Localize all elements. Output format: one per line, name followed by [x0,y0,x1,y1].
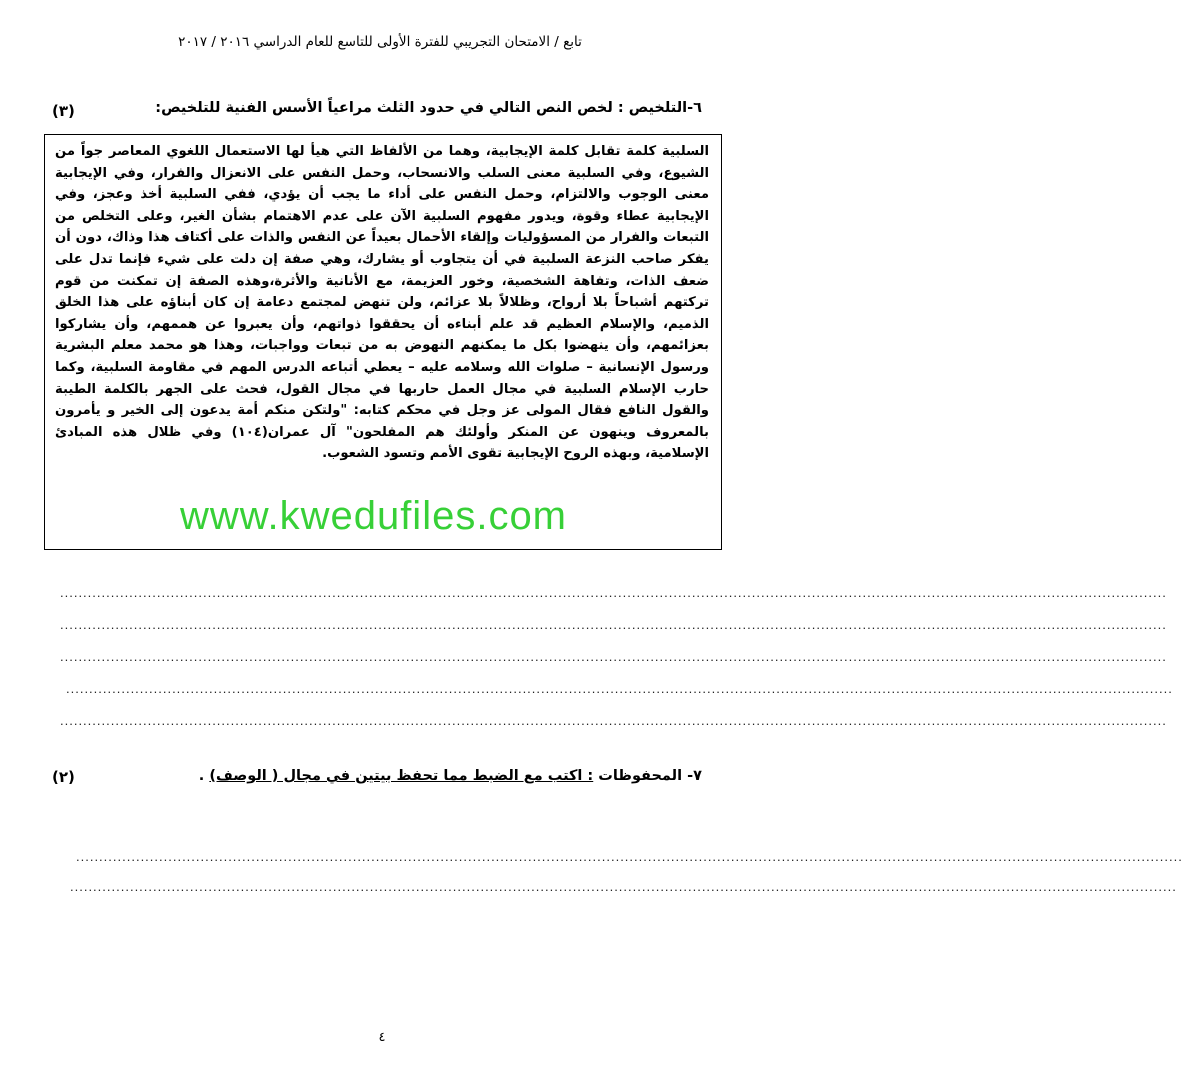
question-7-title [182,768,702,784]
page-number: ٤ [378,1030,386,1045]
answer-line-6[interactable]: ................................................................................................................................................................................................................................................ [76,849,1183,864]
answer-line-4[interactable]: ................................................................................................................................................................................................................................................ [66,681,1173,696]
answer-line-3[interactable]: ................................................................................................................................................................................................................................................ [60,649,1167,664]
question-7-suffix: . [198,768,210,784]
question-7-prefix: ٧- المحفوظات [593,768,702,784]
passage-text: السلبية كلمة تقابل كلمة الإيجابية، وهما من الألفاظ التي هيأ لها الاستعمال اللغوي المعاصر جواً من الشيوع، وفي السلبية معنى السلب والانسحاب، وحمل النفس على الانعزال والفرار، وفي الإيجابية معنى الوجوب والالتزام، وحمل النفس على أداء ما يجب أن يؤدي، ففي السلبية أخذ وعجز، وفي الإيجابية عطاء وقوة، ويدور مفهوم السلبية الآن على عدم الاهتمام بشأن الغير، وعلى التخلص من التبعات والفرار من المسؤوليات وإلقاء الأحمال بعيداً عن النفس والذات على أكتاف هذا وذاك، دون أن يفكر صاحب النزعة السلبية في أن يتجاوب أو يشارك، وهي صفة إن دلت على شيء فإنما تدل على ضعف الذات، وتفاهة الشخصية، وخور العزيمة، مع الأنانية والأثرة،وهذه الصفة إن تمكنت من قوم تركتهم أشباحاً بلا أرواح، وظلالاً بلا عزائم، ولن تنهض لمجتمع دعامة إن كان أبناؤه على هذا الخلق الذميم، والإسلام العظيم قد علم أبناءه أن يحققوا ذواتهم، وأن يعبروا عن هممهم، وأن يشاركوا بعزائمهم، وأن ينهضوا بكل ما يمكنهم النهوض به من تبعات وواجبات، وهذا هو محمد معلم البشرية ورسول الإنسانية – صلوات الله وسلامه عليه – يعطي أتباعه الدرس المهم في مقاومة السلبية، وكما حارب الإسلام السلبية في مجال العمل حاربها في مجال القول، فحث على الجهر بالكلمة الطيبة والقول النافع فقال المولى عز وجل في محكم كتابه: "ولتكن منكم أمة يدعون إلى الخير و يأمرون بالمعروف وينهون عن المنكر وأولئك هم المفلحون" آل عمران(١٠٤) وفي ظلال هذه المبادئ الإسلامية، وبهذه الروح الإيجابية تقوى الأمم وتسود الشعوب. [55,144,709,462]
answer-line-5[interactable]: ................................................................................................................................................................................................................................................ [60,713,1167,728]
watermark: www.kwedufiles.com [180,494,568,538]
answer-line-1[interactable]: ................................................................................................................................................................................................................................................ [60,585,1167,600]
question-6-title: ٦-التلخيص : لخص النص التالي في حدود الثلث مراعياً الأسس الفنية للتلخيص: [155,100,702,116]
answer-line-7[interactable]: ................................................................................................................................................................................................................................................ [70,879,1177,894]
question-6-marks: (٣) [52,102,75,120]
page-header: تابع / الامتحان التجريبي للفترة الأولى للتاسع للعام الدراسي ٢٠١٦ / ٢٠١٧ [178,34,582,50]
question-7-marks: (٢) [52,768,75,786]
answer-line-2[interactable]: ................................................................................................................................................................................................................................................ [60,617,1167,632]
passage-box [44,134,722,550]
question-7-instruction: : اكتب مع الضبط مما تحفظ بيتين في مجال ( الوصف) [209,768,594,784]
